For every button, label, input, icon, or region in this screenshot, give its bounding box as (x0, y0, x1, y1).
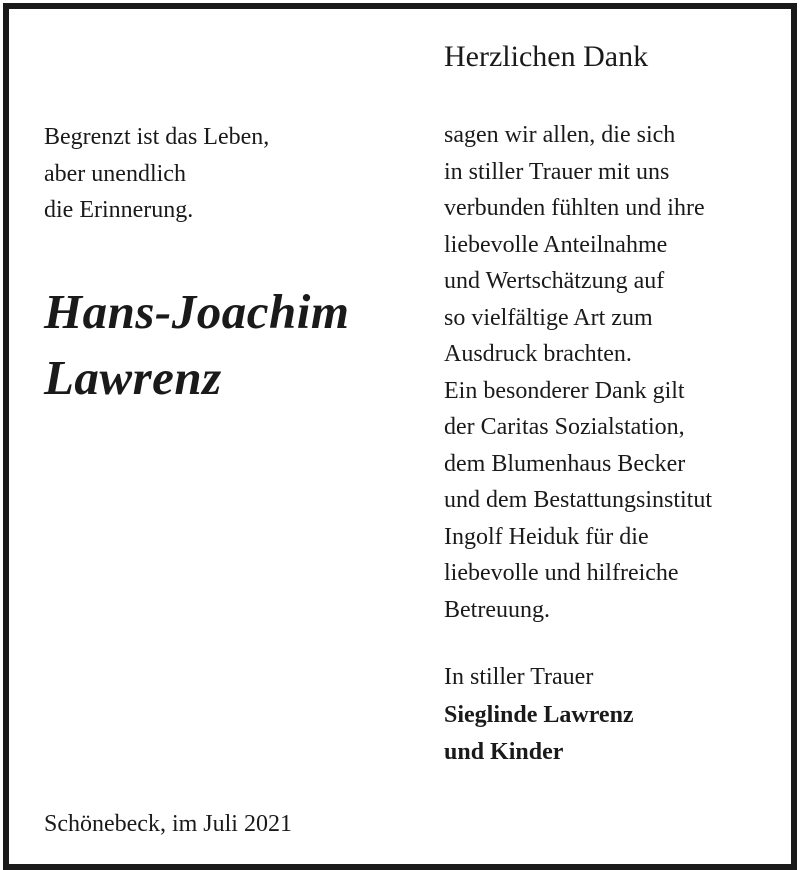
signature-name: und Kinder (444, 739, 564, 765)
thanks-line: liebevolle Anteilnahme (444, 231, 668, 258)
memorial-quote (44, 119, 269, 229)
thanks-line: Betreuung. (444, 596, 550, 623)
signature-name: Sieglinde Lawrenz (444, 702, 634, 728)
deceased-first-name: Hans-Joachim (44, 284, 350, 339)
thanks-line: sagen wir allen, die sich (444, 122, 676, 148)
notice-frame (3, 3, 797, 870)
thanks-line: verbunden fühlten und ihre (444, 195, 705, 221)
quote-line: aber unendlich (44, 160, 186, 187)
quote-line: Begrenzt ist das Leben, (44, 124, 270, 150)
thanks-line: und Wertschätzung auf (444, 268, 665, 294)
deceased-last-name: Lawrenz (44, 350, 222, 405)
deceased-name (44, 279, 349, 411)
thanks-line: Ein besonderer Dank gilt (444, 377, 685, 404)
thanks-line: dem Blumenhaus Becker (444, 450, 686, 477)
thanks-text (444, 117, 712, 628)
quote-line: die Erinnerung. (44, 197, 194, 223)
thanks-line: liebevolle und hilfreiche (444, 560, 679, 586)
thanks-line: der Caritas Sozialstation, (444, 414, 685, 440)
thanks-heading: Herzlichen Dank (444, 40, 649, 73)
thanks-line: Ausdruck brachten. (444, 341, 632, 367)
thanks-line: und dem Bestattungsinstitut (444, 487, 712, 513)
place-date: Schönebeck, im Juli 2021 (44, 811, 292, 837)
thanks-line: Ingolf Heiduk für die (444, 523, 649, 550)
signature-names (444, 697, 634, 771)
thanks-line: so vielfältige Art zum (444, 304, 653, 331)
thanks-line: in stiller Trauer mit uns (444, 158, 670, 185)
signature-intro: In stiller Trauer (444, 664, 594, 690)
